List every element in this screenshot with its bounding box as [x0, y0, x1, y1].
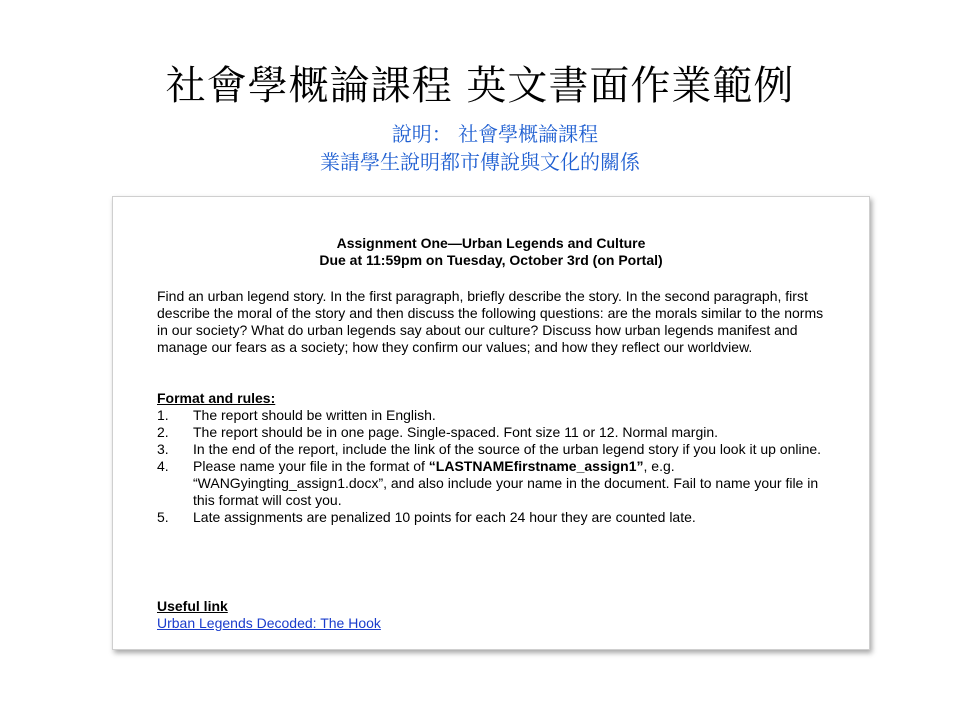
slide-subtitle: [0, 120, 960, 176]
slide-title: 社會學概論課程 英文書面作業範例: [165, 63, 795, 109]
rule-number: 2.: [157, 424, 169, 440]
rule-text: [193, 458, 818, 508]
rule-text-before: Please name your file in the format of: [193, 458, 429, 474]
assignment-document-screenshot: [112, 196, 870, 650]
assignment-title: Assignment One—Urban Legends and Culture: [336, 235, 646, 251]
rules-list: [157, 407, 833, 526]
rule-number: 5.: [157, 509, 169, 525]
rule-number: 3.: [157, 441, 169, 457]
due-date: Due at 11:59pm on Tuesday, October 3rd (on Portal): [319, 252, 663, 268]
filename-format: “LASTNAMEfirstname_assign1”: [428, 458, 644, 474]
rule-item: [157, 424, 833, 441]
rule-text: The report should be in one page. Single-spaced. Font size 11 or 12. Normal margin.: [193, 424, 719, 440]
rule-number: 1.: [157, 407, 169, 423]
document-heading: [113, 235, 869, 269]
useful-link-heading: Useful link: [157, 598, 228, 614]
urban-legends-link[interactable]: Urban Legends Decoded: The Hook: [157, 615, 381, 631]
rule-item: [157, 441, 833, 458]
subtitle-line-2: 業請學生說明都市傳說與文化的關係: [320, 150, 640, 174]
rule-item: [157, 407, 833, 424]
rule-number: 4.: [157, 458, 169, 474]
subtitle-line-1: 說明： 社會學概論課程: [391, 122, 599, 146]
rule-text: Late assignments are penalized 10 points for each 24 hour they are counted late.: [193, 509, 696, 525]
rules-heading: Format and rules:: [157, 390, 276, 406]
rule-item: [157, 509, 833, 526]
rule-text-after: , e.g. “WANGyingting_assign1.docx”, and also include your name in the document. Fail to name your file in this format will cost you.: [193, 458, 819, 508]
rule-text: In the end of the report, include the link of the source of the urban legend story if you look it up online.: [193, 441, 822, 457]
assignment-description: Find an urban legend story. In the first paragraph, briefly describe the story. In the second paragraph, first describe the moral of the story and then discuss the following questions: are the morals similar to the norms in our society? What do urban legends say about our culture? Discuss how urban legends manifest and manage our fears as a society; how they confirm our values; and how they reflect our worldview.: [157, 288, 824, 355]
rule-text: The report should be written in English.: [193, 407, 436, 423]
rule-item: [157, 458, 833, 509]
